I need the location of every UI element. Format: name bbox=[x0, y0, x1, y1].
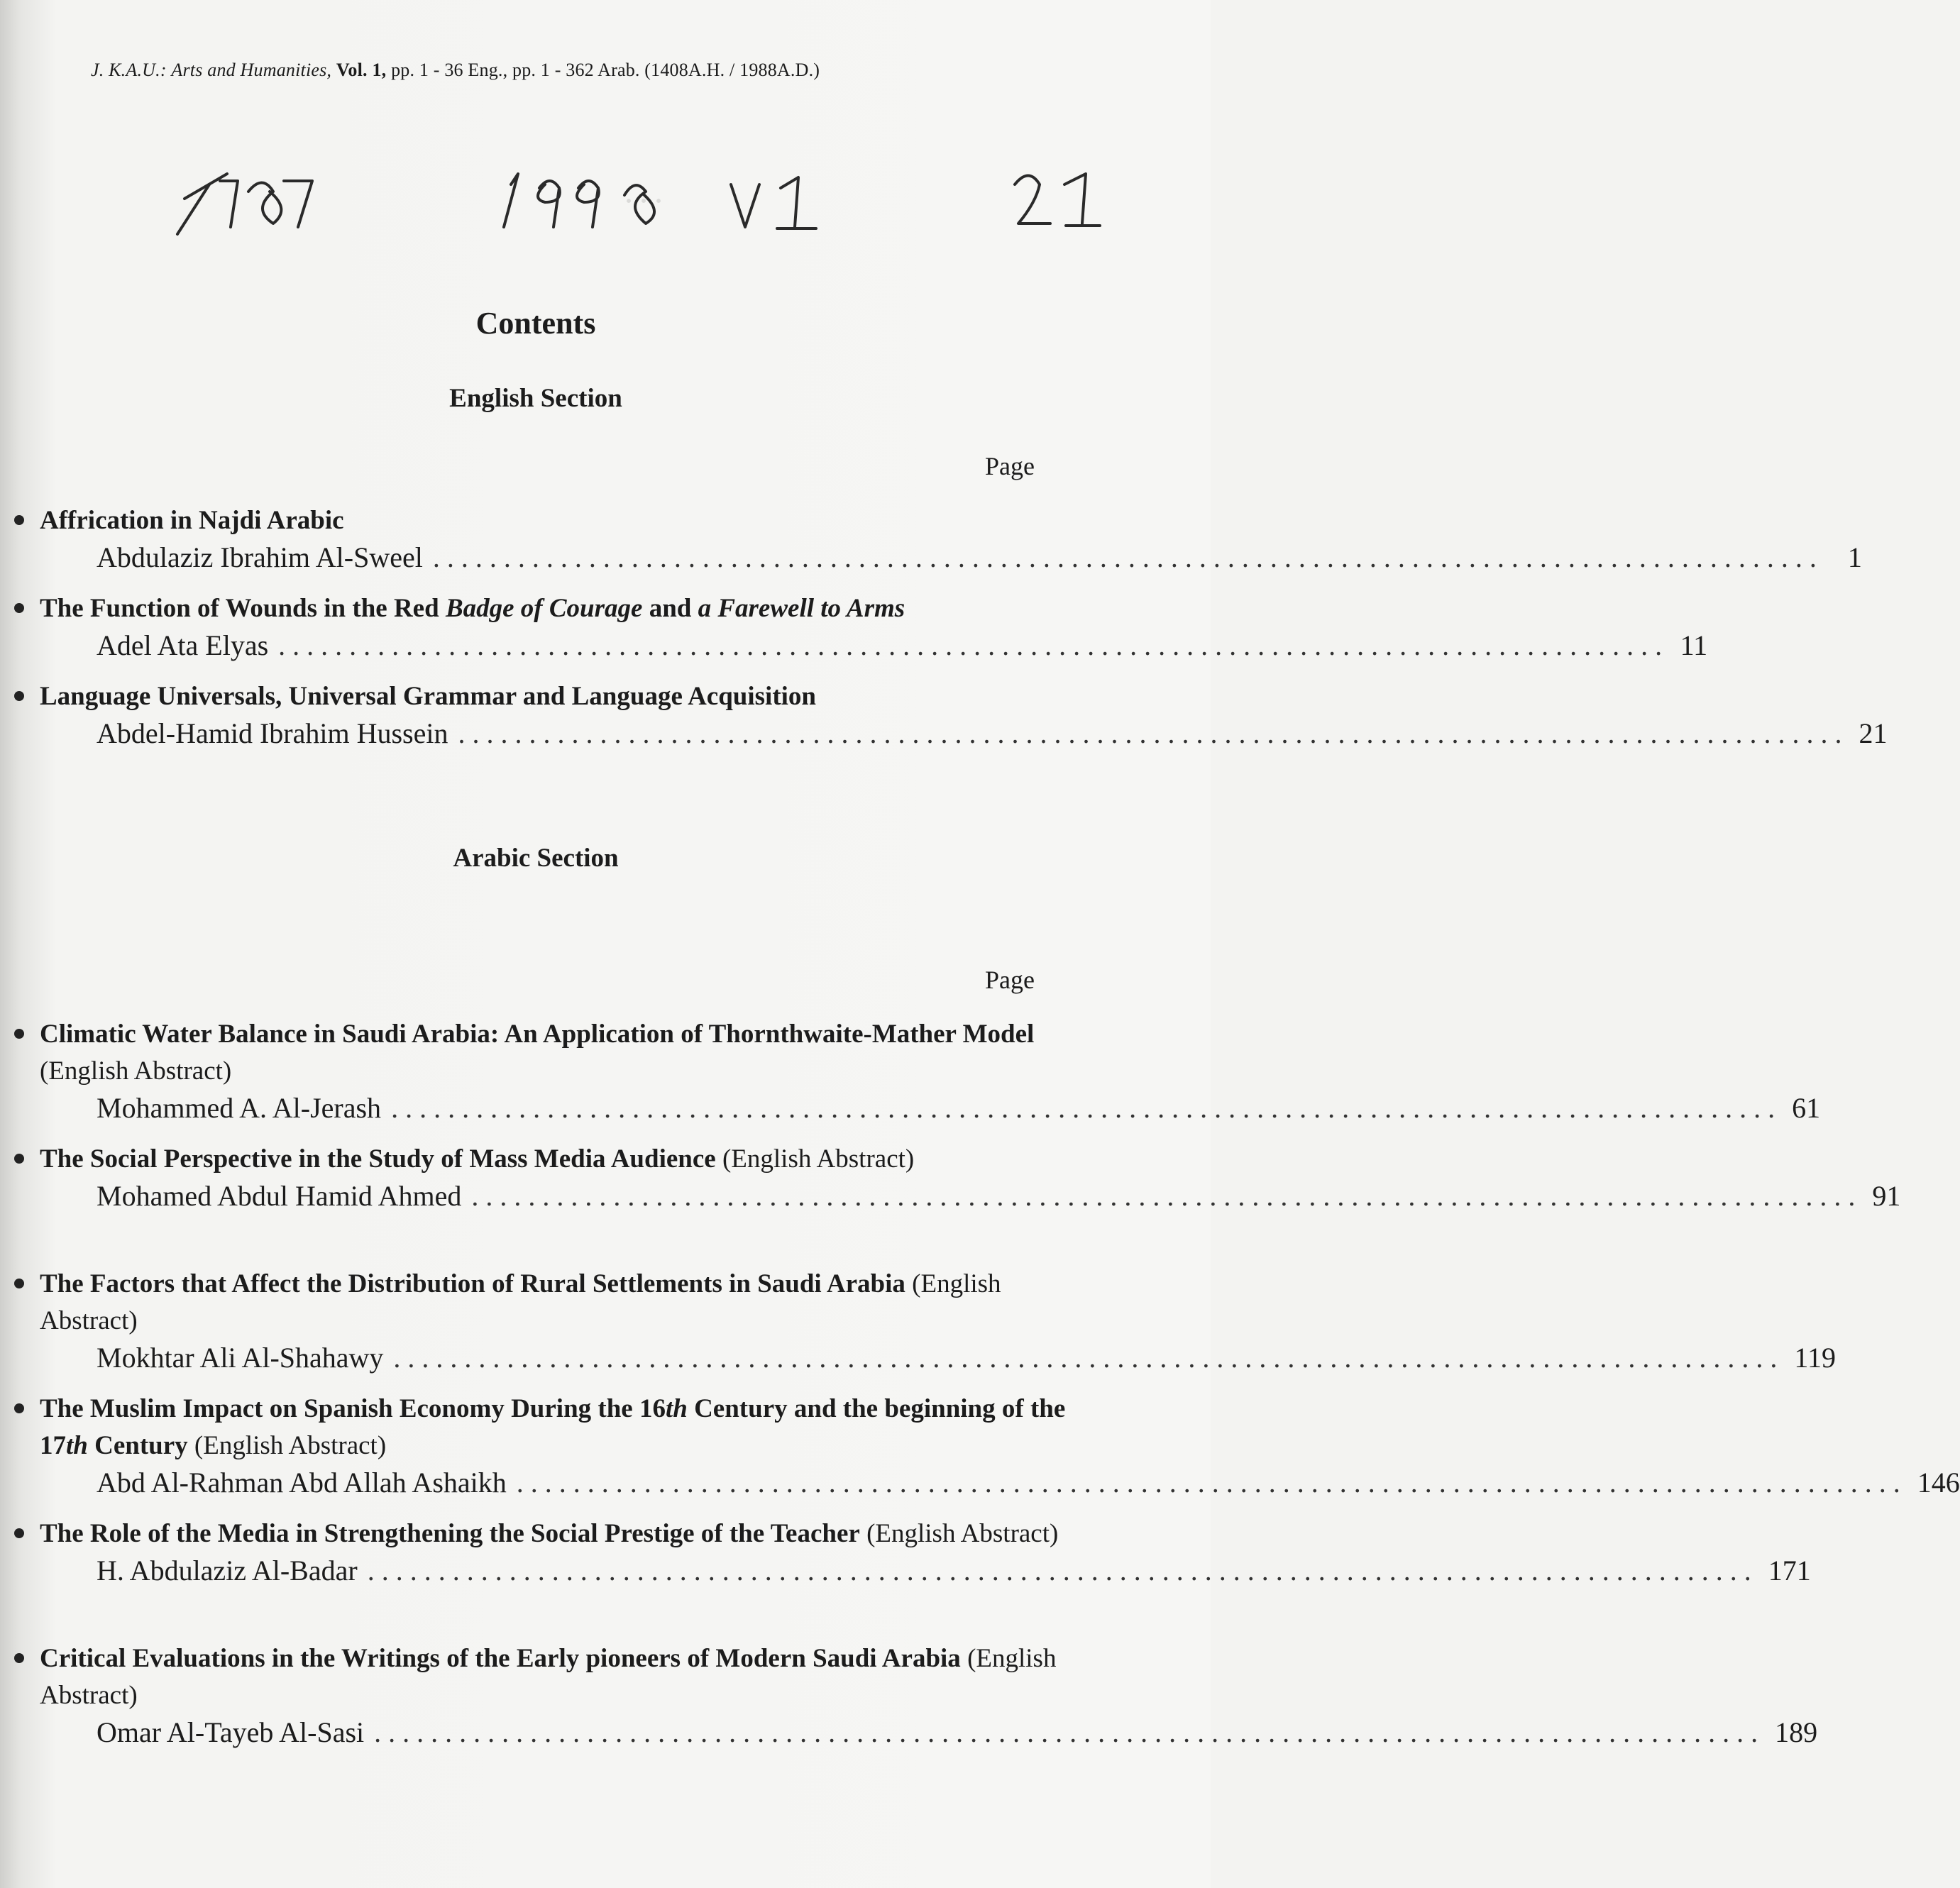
arabic-page-label: Page bbox=[985, 966, 1035, 994]
leader-dots: .................................................................................................. bbox=[391, 1092, 1783, 1124]
entry-page: 146 bbox=[1917, 1467, 1960, 1498]
arabic-section-heading: Arabic Section bbox=[453, 844, 619, 873]
author-line bbox=[14, 1714, 1818, 1751]
entry-author: Omar Al-Tayeb Al-Sasi bbox=[97, 1716, 365, 1748]
entry-author: Adel Ata Elyas bbox=[97, 629, 269, 661]
toc-entry bbox=[14, 590, 1708, 664]
author-line bbox=[14, 1464, 1960, 1501]
entry-author: Abd Al-Rahman Abd Allah Ashaikh bbox=[97, 1467, 507, 1498]
entry-page: 171 bbox=[1768, 1555, 1811, 1586]
author-line bbox=[14, 627, 1708, 664]
entry-title: The Function of Wounds in the Red Badge of Courage and a Farewell to Arms bbox=[14, 590, 1079, 627]
entry-page: 21 bbox=[1859, 717, 1888, 749]
entry-title: Language Universals, Universal Grammar and Language Acquisition bbox=[14, 678, 1079, 715]
running-head bbox=[91, 60, 820, 81]
toc-entry bbox=[14, 1391, 1960, 1501]
entry-page: 189 bbox=[1775, 1716, 1818, 1748]
bullet-icon bbox=[14, 1029, 24, 1039]
leader-dots: .................................................................................................. bbox=[367, 1555, 1758, 1586]
entry-page: 1 bbox=[1847, 541, 1862, 573]
toc-entry bbox=[14, 1266, 1836, 1376]
bullet-icon bbox=[14, 1279, 24, 1288]
toc-entry bbox=[14, 678, 1888, 752]
handwritten-annotation bbox=[170, 149, 1164, 255]
toc-entry bbox=[14, 1016, 1821, 1127]
bullet-icon bbox=[14, 1653, 24, 1663]
entry-author: Mokhtar Ali Al-Shahawy bbox=[97, 1342, 384, 1374]
bullet-icon bbox=[14, 1528, 24, 1538]
leader-dots: .................................................................................................. bbox=[374, 1716, 1766, 1748]
leader-dots: .................................................................................................. bbox=[471, 1180, 1863, 1212]
author-line bbox=[14, 1552, 1811, 1589]
entry-page: 119 bbox=[1794, 1342, 1836, 1374]
journal-abbrev: J. K.A.U.: bbox=[91, 60, 167, 80]
entry-title: The Role of the Media in Strengthening the Social Prestige of the Teacher (English Abstract) bbox=[14, 1516, 1079, 1552]
author-line bbox=[14, 1090, 1821, 1127]
journal-series: Arts and Humanities, bbox=[171, 60, 332, 80]
english-section-heading: English Section bbox=[449, 384, 622, 413]
bullet-icon bbox=[14, 603, 24, 613]
bullet-icon bbox=[14, 691, 24, 701]
toc-entry bbox=[14, 1640, 1818, 1751]
journal-volume: Vol. 1, bbox=[336, 60, 387, 80]
leader-dots: .................................................................................................. bbox=[516, 1467, 1907, 1498]
entry-author: H. Abdulaziz Al-Badar bbox=[97, 1555, 358, 1586]
toc-entry bbox=[14, 1141, 1901, 1215]
entry-author: Abdulaziz Ibrahim Al-Sweel bbox=[97, 541, 423, 573]
journal-pages: pp. 1 - 36 Eng., pp. 1 - 362 Arab. (1408A.H. / 1988A.D.) bbox=[391, 60, 820, 80]
entry-title: The Muslim Impact on Spanish Economy During the 16th Century and the beginning of the 17th Century (English Abstract) bbox=[14, 1391, 1079, 1464]
contents-heading: Contents bbox=[475, 306, 596, 341]
entry-page: 11 bbox=[1680, 629, 1708, 661]
author-line bbox=[14, 539, 1862, 576]
leader-dots: .................................................................................................. bbox=[432, 541, 1824, 573]
leader-dots: .................................................................................................. bbox=[278, 629, 1670, 661]
author-line bbox=[14, 715, 1888, 752]
entry-title: The Factors that Affect the Distribution of Rural Settlements in Saudi Arabia (English Abstract) bbox=[14, 1266, 1079, 1340]
author-line bbox=[14, 1340, 1836, 1376]
bullet-icon bbox=[14, 1403, 24, 1413]
bullet-icon bbox=[14, 1154, 24, 1164]
entry-page: 91 bbox=[1872, 1180, 1901, 1212]
entry-author: Mohammed A. Al-Jerash bbox=[97, 1092, 382, 1124]
toc-entry bbox=[14, 502, 1862, 576]
bullet-icon bbox=[14, 515, 24, 525]
leader-dots: .................................................................................................. bbox=[393, 1342, 1785, 1374]
bleed-through-text: · · · bbox=[624, 187, 664, 215]
entry-page: 61 bbox=[1792, 1092, 1821, 1124]
entry-title: The Social Perspective in the Study of Mass Media Audience (English Abstract) bbox=[14, 1141, 1079, 1178]
entry-author: Mohamed Abdul Hamid Ahmed bbox=[97, 1180, 462, 1212]
author-line bbox=[14, 1178, 1901, 1215]
entry-title: Critical Evaluations in the Writings of the Early pioneers of Modern Saudi Arabia (English Abstract) bbox=[14, 1640, 1079, 1714]
entry-title: Affrication in Najdi Arabic bbox=[14, 502, 1079, 539]
entry-author: Abdel-Hamid Ibrahim Hussein bbox=[97, 717, 448, 749]
leader-dots: .................................................................................................. bbox=[458, 717, 1849, 749]
entry-title: Climatic Water Balance in Saudi Arabia: An Application of Thornthwaite-Mather Model (English Abstract) bbox=[14, 1016, 1079, 1090]
english-page-label: Page bbox=[985, 452, 1035, 480]
toc-entry bbox=[14, 1516, 1811, 1589]
